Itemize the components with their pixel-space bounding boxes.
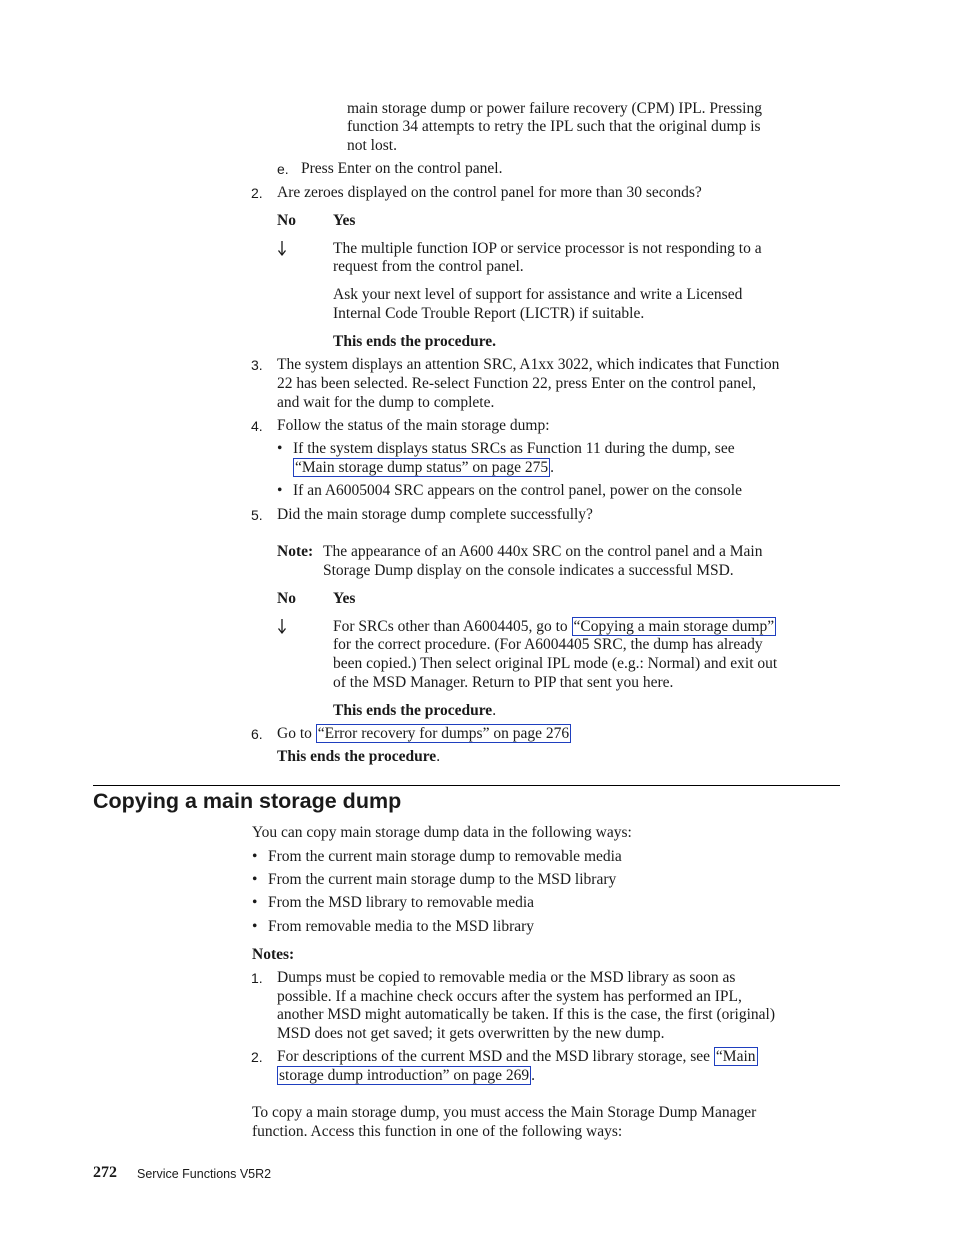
footer-title: Service Functions V5R2 xyxy=(137,1167,272,1181)
note-1-line-4: MSD does not get saved; it gets overwritten by the new dump. xyxy=(277,1025,665,1042)
step-5-number: 5. xyxy=(251,507,263,523)
section-intro: You can copy main storage dump data in the following ways: xyxy=(252,824,632,841)
note-1-line-2: possible. If a machine check occurs after the system has performed an IPL, xyxy=(277,988,742,1005)
page-number: 272 xyxy=(93,1164,117,1181)
step-4-bullet-2: If an A6005004 SRC appears on the control panel, power on the console xyxy=(293,482,742,499)
step-2-yes-text-line-1: The multiple function IOP or service processor is not responding to a xyxy=(333,240,762,257)
note-2-number: 2. xyxy=(251,1049,263,1065)
step-4-number: 4. xyxy=(251,418,263,434)
step-2-yes-text-line-2: request from the control panel. xyxy=(333,258,524,275)
step-5-yes-line-4: of the MSD Manager. Return to PIP that sent you here. xyxy=(333,674,674,691)
notes-label: Notes: xyxy=(252,946,295,963)
step-6-text: Go to “Error recovery for dumps” on page 276 xyxy=(277,725,570,742)
note-line-2: Storage Dump display on the console indicates a successful MSD. xyxy=(323,562,734,579)
copying-main-storage-dump-link[interactable]: “Copying a main storage dump” xyxy=(573,618,775,635)
step-2-yes-label: Yes xyxy=(333,212,356,229)
step-2-number: 2. xyxy=(251,185,263,201)
list-item: From removable media to the MSD library xyxy=(268,918,535,935)
error-recovery-for-dumps-link[interactable]: “Error recovery for dumps” on page 276 xyxy=(317,725,570,742)
note-line-1: The appearance of an A600 440x SRC on the control panel and a Main xyxy=(323,543,763,560)
step-3-line-2: 22 has been selected. Re-select Function 22, press Enter on the control panel, xyxy=(277,375,757,392)
note-2-line-1: For descriptions of the current MSD and the MSD library storage, see “Main xyxy=(277,1048,756,1065)
step-2-support-line-1: Ask your next level of support for assistance and write a Licensed xyxy=(333,286,743,303)
step-2-no-label: No xyxy=(277,212,296,229)
step-2-ends-procedure: This ends the procedure. xyxy=(333,333,497,350)
down-arrow-icon xyxy=(276,618,288,636)
bullet-marker: • xyxy=(277,482,283,499)
step-6-ends-procedure: This ends the procedure. xyxy=(277,748,441,765)
bullet-marker: • xyxy=(277,440,283,457)
bullet-marker: • xyxy=(252,894,258,911)
section-heading: Copying a main storage dump xyxy=(93,789,402,813)
step-2-question: Are zeroes displayed on the control panel for more than 30 seconds? xyxy=(277,184,702,201)
step-5-yes-line-2: for the correct procedure. (For A6004405 SRC, the dump has already xyxy=(333,636,763,653)
step-5-question: Did the main storage dump complete successfully? xyxy=(277,506,593,523)
access-paragraph-line-2: function. Access this function in one of the following ways: xyxy=(252,1123,623,1140)
access-paragraph-line-1: To copy a main storage dump, you must access the Main Storage Dump Manager xyxy=(252,1104,757,1121)
note-2-line-2: storage dump introduction” on page 269 . xyxy=(279,1067,535,1084)
note-1-number: 1. xyxy=(251,970,263,986)
note-1-line-1: Dumps must be copied to removable media or the MSD library as soon as xyxy=(277,969,736,986)
down-arrow-icon xyxy=(276,240,288,258)
list-item: From the MSD library to removable media xyxy=(268,894,535,911)
main-storage-dump-status-link[interactable]: “Main storage dump status” on page 275 xyxy=(295,459,549,476)
section-divider xyxy=(93,785,840,786)
step-5-ends-procedure: This ends the procedure. xyxy=(333,702,497,719)
step-3-line-1: The system displays an attention SRC, A1xx 3022, which indicates that Function xyxy=(277,356,780,373)
step-3-line-3: and wait for the dump to complete. xyxy=(277,394,495,411)
note-label: Note: xyxy=(277,543,314,560)
step-4-bullet-1-line-2: “Main storage dump status” on page 275 . xyxy=(295,459,554,476)
step-5-no-label: No xyxy=(277,590,296,607)
step-e-marker: e. xyxy=(277,161,289,177)
step-4-bullet-1-line-1: If the system displays status SRCs as Function 11 during the dump, see xyxy=(293,440,735,457)
step-3-number: 3. xyxy=(251,357,263,373)
bullet-marker: • xyxy=(252,848,258,865)
note-1-line-3: another MSD might automatically be taken. If this is the case, the first (original) xyxy=(277,1006,776,1023)
continuation-line-1: main storage dump or power failure recovery (CPM) IPL. Pressing xyxy=(347,100,762,117)
step-6-number: 6. xyxy=(251,726,263,742)
bullet-marker: • xyxy=(252,918,258,935)
step-4-text: Follow the status of the main storage dump: xyxy=(277,417,550,434)
step-5-yes-line-3: been copied.) Then select original IPL mode (e.g.: Normal) and exit out xyxy=(333,655,778,672)
main-storage-dump-introduction-link[interactable]: storage dump introduction” on page 269 xyxy=(279,1067,530,1084)
step-2-support-line-2: Internal Code Trouble Report (LICTR) if suitable. xyxy=(333,305,645,322)
step-e-text: Press Enter on the control panel. xyxy=(301,160,503,177)
main-storage-dump-introduction-link[interactable]: “Main xyxy=(715,1048,756,1065)
bullet-marker: • xyxy=(252,871,258,888)
continuation-line-3: not lost. xyxy=(347,137,397,154)
step-5-yes-label: Yes xyxy=(333,590,356,607)
list-item: From the current main storage dump to the MSD library xyxy=(268,871,617,888)
list-item: From the current main storage dump to removable media xyxy=(268,848,622,865)
step-5-yes-line-1: For SRCs other than A6004405, go to “Copying a main storage dump” xyxy=(333,618,775,635)
continuation-line-2: function 34 attempts to retry the IPL such that the original dump is xyxy=(347,118,761,135)
